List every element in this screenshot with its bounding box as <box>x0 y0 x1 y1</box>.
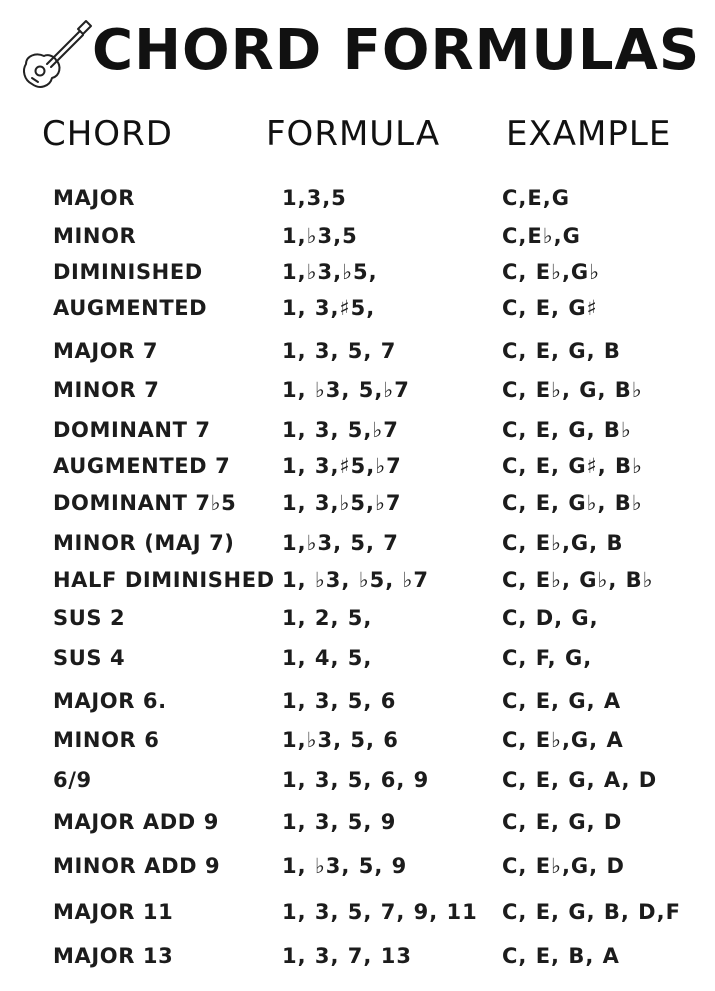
chord-formula: 1, 3,♭5,♭7 <box>282 491 402 515</box>
chord-formula: 1, ♭3, ♭5, ♭7 <box>282 568 430 592</box>
chord-name: MINOR ADD 9 <box>53 854 221 878</box>
chord-example: C, E♭, G♭, B♭ <box>502 568 654 592</box>
chord-formula: 1, ♭3, 5, 9 <box>282 854 408 878</box>
chord-name: MAJOR 11 <box>53 900 174 924</box>
column-header-example: EXAMPLE <box>506 114 672 154</box>
chord-formula: 1, 4, 5, <box>282 646 373 670</box>
chord-example: C,E♭,G <box>502 224 581 248</box>
chord-formula: 1, 3, 5, 6 <box>282 689 397 713</box>
chord-formula: 1,♭3, 5, 7 <box>282 531 399 555</box>
chord-formula: 1, 3,♯5,♭7 <box>282 454 402 478</box>
chord-example: C, E, G♭, B♭ <box>502 491 643 515</box>
chord-example: C,E,G <box>502 186 570 210</box>
chord-name: MAJOR 13 <box>53 944 174 968</box>
chord-name: HALF DIMINISHED <box>53 568 275 592</box>
chord-formula: 1,♭3,5 <box>282 224 358 248</box>
chord-name: DOMINANT 7 <box>53 418 211 442</box>
chord-name: 6/9 <box>53 768 92 792</box>
chord-name: SUS 2 <box>53 606 126 630</box>
chord-name: DOMINANT 7♭5 <box>53 491 237 515</box>
chord-example: C, E, G♯, B♭ <box>502 454 643 478</box>
chord-name: MINOR (MAJ 7) <box>53 531 235 555</box>
table-row <box>0 292 715 324</box>
chord-name: DIMINISHED <box>53 260 203 284</box>
chord-name: SUS 4 <box>53 646 126 670</box>
chord-formula: 1, 3, 5, 9 <box>282 810 397 834</box>
chord-formula: 1, 3, 5, 7, 9, 11 <box>282 900 478 924</box>
table-row <box>0 764 715 796</box>
chord-name: MAJOR 6. <box>53 689 167 713</box>
chord-name: AUGMENTED 7 <box>53 454 231 478</box>
table-row <box>0 602 715 634</box>
chord-example: C, E♭,G, D <box>502 854 625 878</box>
chord-formula: 1,♭3,♭5, <box>282 260 378 284</box>
table-row <box>0 335 715 367</box>
table-row <box>0 806 715 838</box>
chord-example: C, E♭,G, B <box>502 531 624 555</box>
chord-example: C, E, G, D <box>502 810 623 834</box>
chord-formula: 1,3,5 <box>282 186 347 210</box>
chord-name: MINOR 7 <box>53 378 160 402</box>
table-row <box>0 685 715 717</box>
table-row <box>0 564 715 596</box>
chord-example: C, E, G, B, D,F <box>502 900 681 924</box>
chord-formula: 1, ♭3, 5,♭7 <box>282 378 410 402</box>
chord-name: MAJOR <box>53 186 135 210</box>
table-row <box>0 450 715 482</box>
chord-example: C, E♭, G, B♭ <box>502 378 643 402</box>
chord-name: MINOR <box>53 224 137 248</box>
chord-name: MINOR 6 <box>53 728 160 752</box>
chord-formula: 1,♭3, 5, 6 <box>282 728 399 752</box>
table-row <box>0 527 715 559</box>
chord-example: C, E, G, B♭ <box>502 418 632 442</box>
guitar-icon <box>14 16 94 96</box>
chord-example: C, E, G, B <box>502 339 621 363</box>
chord-example: C, D, G, <box>502 606 599 630</box>
chord-example: C, F, G, <box>502 646 593 670</box>
chord-formula: 1, 3,♯5, <box>282 296 376 320</box>
table-row <box>0 850 715 882</box>
chord-example: C, E♭,G, A <box>502 728 624 752</box>
table-row <box>0 374 715 406</box>
table-row <box>0 414 715 446</box>
column-header-chord: CHORD <box>42 114 173 154</box>
table-row <box>0 940 715 972</box>
page-title: CHORD FORMULAS <box>92 18 701 83</box>
chord-example: C, E, G, A, D <box>502 768 658 792</box>
table-row <box>0 256 715 288</box>
chord-formula: 1, 3, 5,♭7 <box>282 418 399 442</box>
chord-formula: 1, 3, 7, 13 <box>282 944 412 968</box>
table-row <box>0 487 715 519</box>
chord-name: MAJOR ADD 9 <box>53 810 219 834</box>
table-row <box>0 182 715 214</box>
column-header-formula: FORMULA <box>266 114 441 154</box>
chord-example: C, E, G♯ <box>502 296 598 320</box>
chord-formula: 1, 2, 5, <box>282 606 373 630</box>
table-row <box>0 896 715 928</box>
chord-example: C, E, G, A <box>502 689 622 713</box>
table-row <box>0 220 715 252</box>
chord-example: C, E♭,G♭ <box>502 260 601 284</box>
chord-formula: 1, 3, 5, 7 <box>282 339 397 363</box>
chord-name: MAJOR 7 <box>53 339 159 363</box>
table-row <box>0 642 715 674</box>
chord-name: AUGMENTED <box>53 296 208 320</box>
chord-formula: 1, 3, 5, 6, 9 <box>282 768 430 792</box>
chord-example: C, E, B, A <box>502 944 620 968</box>
table-row <box>0 724 715 756</box>
